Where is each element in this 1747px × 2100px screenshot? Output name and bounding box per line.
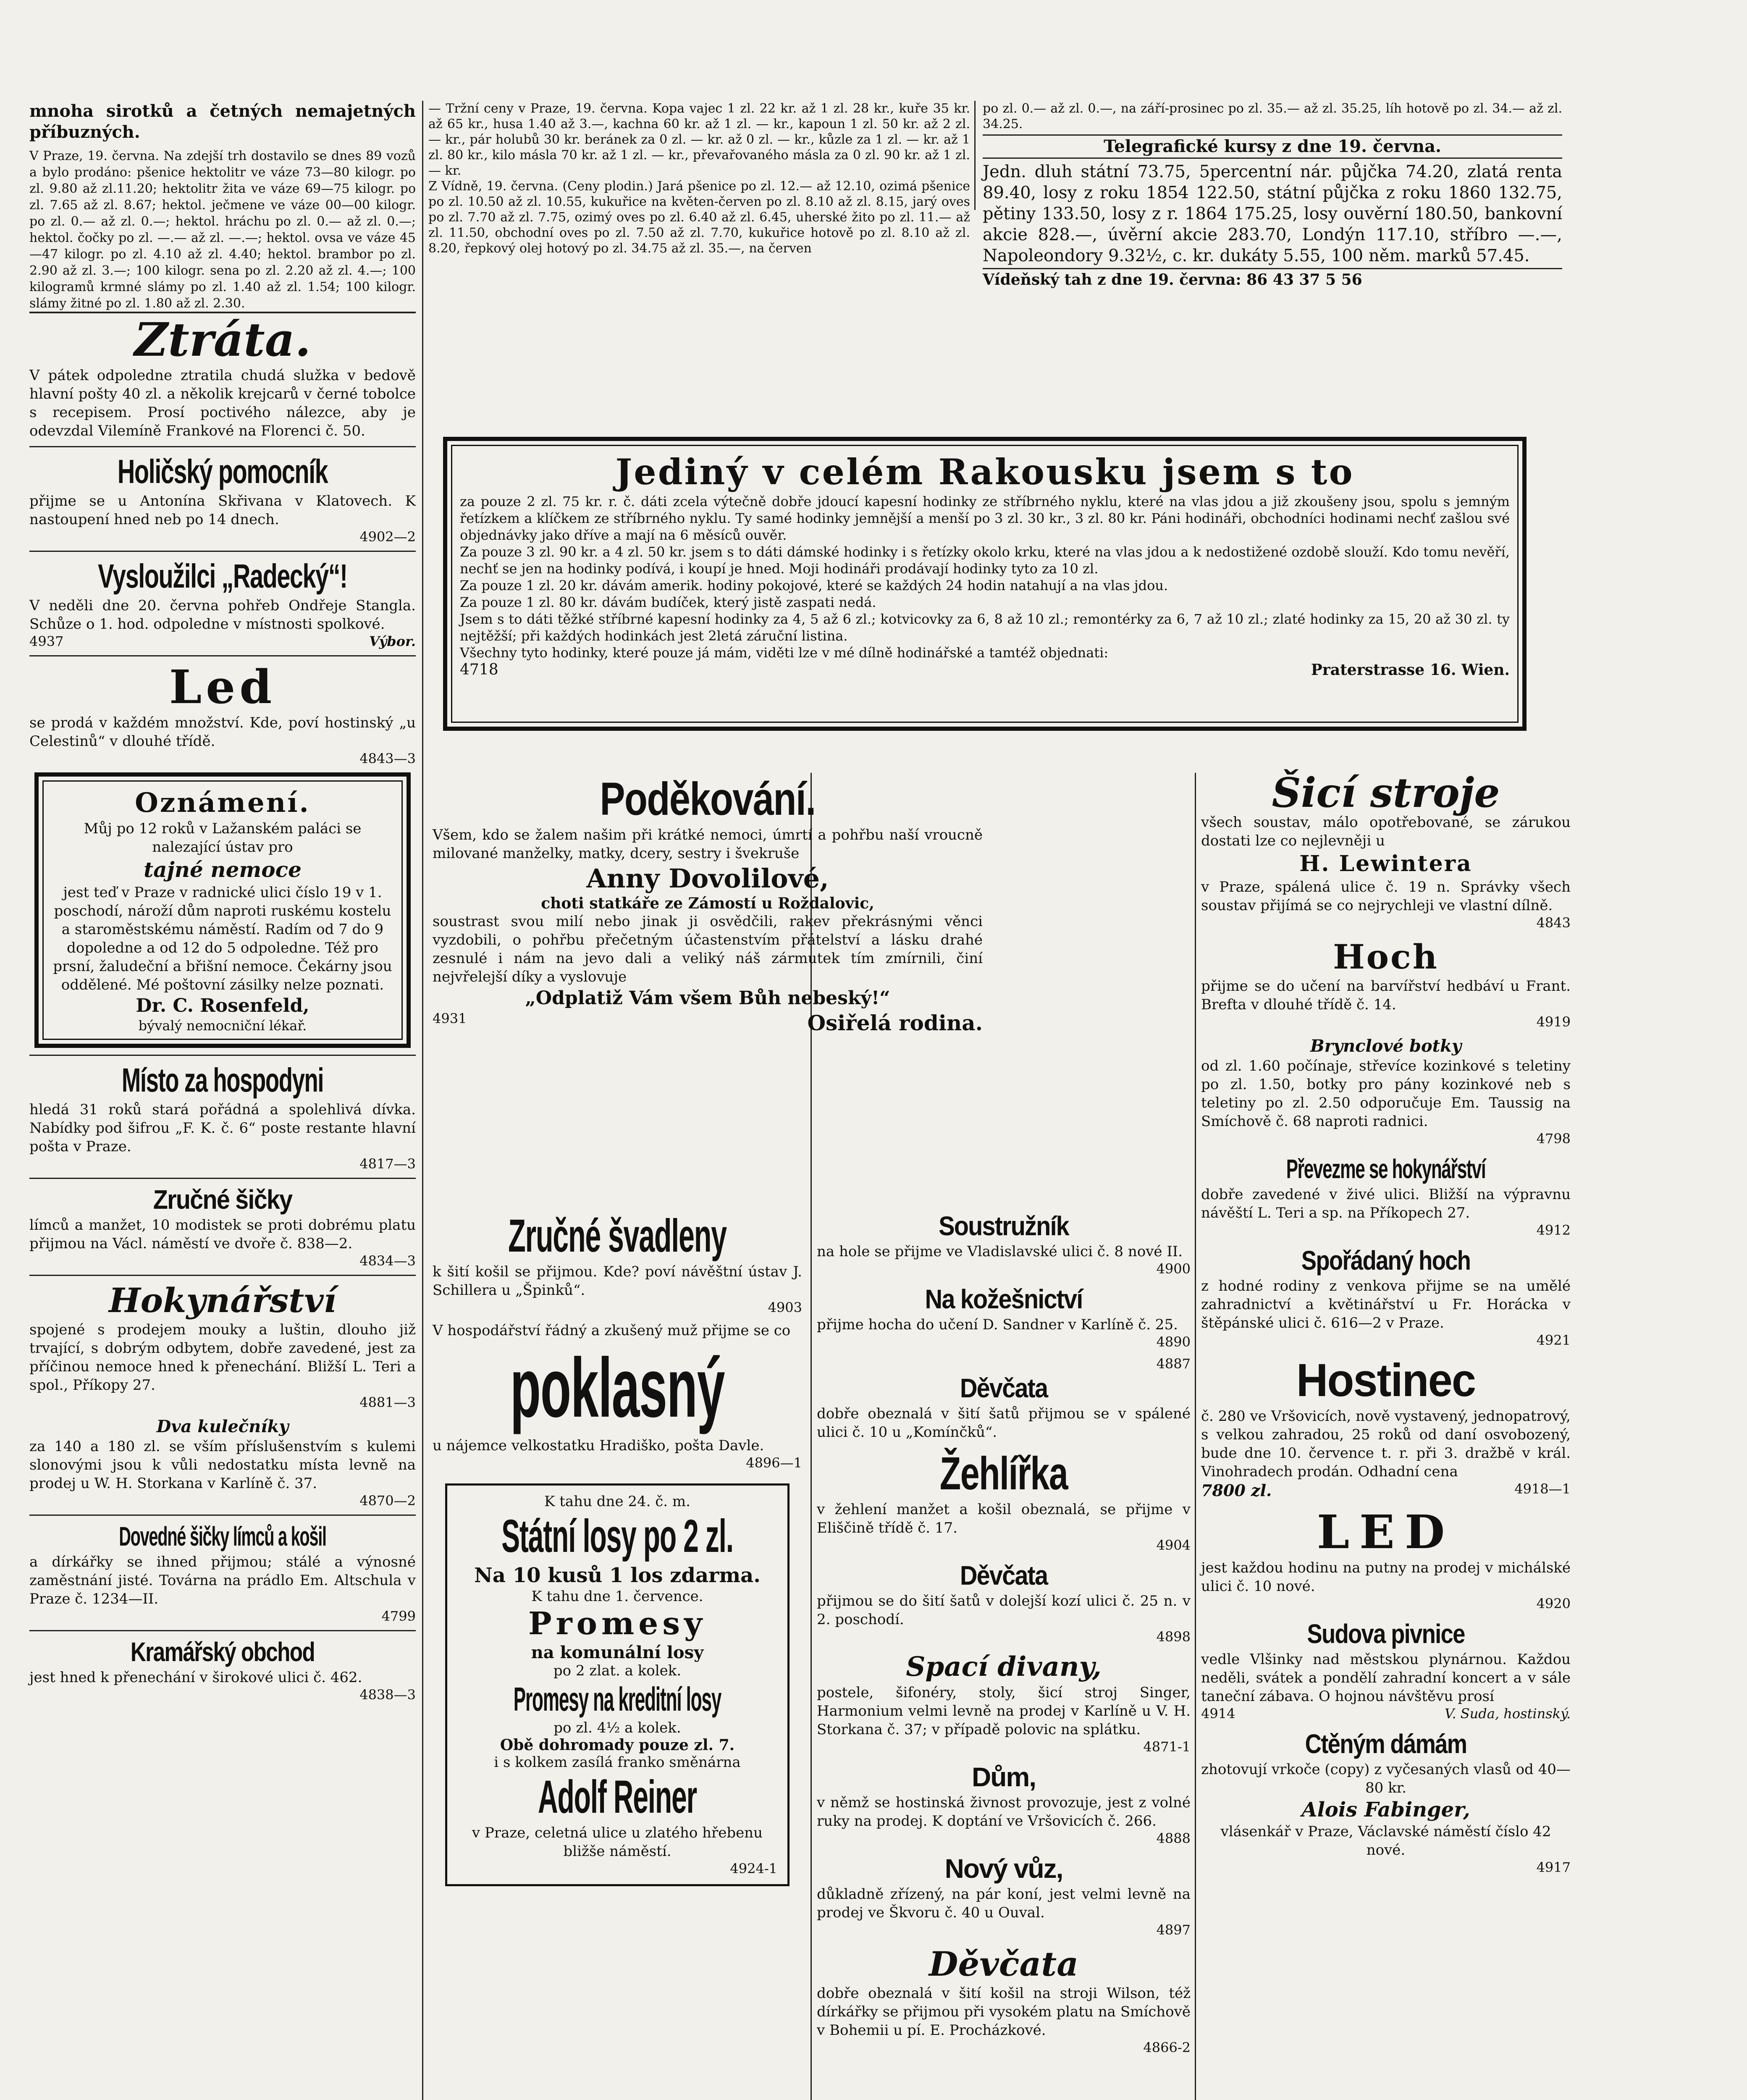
- ad-novy-vuz: [817, 1852, 1191, 1938]
- ad-title: Státní losy po 2 zl.: [501, 1510, 733, 1562]
- ad-number: 4919: [1536, 1014, 1571, 1030]
- ad-dovedne: [29, 1520, 416, 1624]
- ad-number: 4798: [1536, 1131, 1571, 1147]
- ad-title: LED: [1317, 1505, 1455, 1559]
- ad-text: na komunální losy: [531, 1643, 704, 1662]
- ad-misto: [29, 1060, 416, 1172]
- ad-title: Hostinec: [1296, 1354, 1476, 1406]
- ad-text: zhotovují vrkoče (copy) z vyčesaných vlasů od 40—80 kr.: [1201, 1761, 1571, 1796]
- ad-text: č. 280 ve Vršovicích, nově vystavený, jednopatrový, s velkou zahradou, 25 roků od daní osvobozený, bude dne 10. července t. r. při 3. dražbě v král. Vinohradech prodán. Odhadní cena: [1201, 1408, 1571, 1480]
- ad-title: Žehlířka: [939, 1448, 1068, 1499]
- ad-text: a dírkářky se ihned přijmou; stálé a výnosné zaměstnání jisté. Továrna na prádlo Em. Altschula v Praze č. 1234—II.: [29, 1554, 416, 1607]
- ad-text: od zl. 1.60 počínaje, střevíce kozinkové s teletiny po zl. 1.50, botky pro pány kozinkové neb s teletiny po zl. 2.50 odporučuje Em. Taussig na Smíchově č. 68 naproti radnici.: [1201, 1058, 1571, 1130]
- ad-led-2: [1201, 1506, 1571, 1612]
- ad-signature: Dr. C. Rosenfeld,: [136, 995, 310, 1016]
- market-col3-text: po zl. 0.— až zl. 0.—, na září-prosinec po zl. 35.— až zl. 35.25, líh hotově po zl. 34.— až zl. 34.25.: [983, 101, 1562, 131]
- ad-title: Dům,: [972, 1762, 1036, 1792]
- ad-text: v němž se hostinská živnost provozuje, jest z volné ruky na prodej. K doptání ve Vršovicích č. 266.: [817, 1794, 1191, 1830]
- ad-price: 7800 zl.: [1201, 1481, 1272, 1500]
- ad-title: Ctěným dámám: [1305, 1729, 1467, 1759]
- ad-botky: [1201, 1036, 1571, 1147]
- ad-title: Nový vůz,: [944, 1853, 1063, 1884]
- ad-text: po 2 zlat. a kolek.: [553, 1662, 682, 1679]
- ad-title: Oznámení.: [135, 787, 310, 819]
- ad-text: vedle Vlšinky nad městskou plynárnou. Každou neděli, svátek a pondělí zahradní koncert a v sále taneční zábava. O hojnou návštěvu prosí: [1201, 1651, 1571, 1705]
- ad-title: Dovedné šičky límců a košil: [119, 1521, 326, 1551]
- ad-text: po zl. 4½ a kolek.: [553, 1719, 681, 1736]
- ad-text: K tahu dne 1. července.: [531, 1588, 703, 1605]
- ad-subtitle: choti statkáře ze Zámostí u Roždalovic,: [541, 895, 874, 912]
- ad-number: 4898: [1156, 1629, 1191, 1645]
- ad-title: Vysloužilci „Radecký“!: [98, 557, 347, 595]
- ad-hokynarstvi: [29, 1280, 416, 1410]
- ad-text: se prodá v každém množství. Kde, poví hostinský „u Celestinů“ v dlouhé třídě.: [29, 714, 416, 750]
- ad-number: 4914: [1201, 1706, 1235, 1722]
- ad-title: Děvčata: [929, 1944, 1079, 1984]
- ad-number: 4888: [1156, 1830, 1191, 1846]
- market-section: [29, 101, 416, 313]
- ad-text: přijme se do učení na barvířství hedbáví u Frant. Brefta v dlouhé třídě č. 14.: [1201, 978, 1571, 1013]
- ad-number: 4917: [1536, 1859, 1571, 1875]
- ad-title: Spořádaný hoch: [1301, 1245, 1471, 1276]
- ad-number: 4881—3: [359, 1394, 416, 1410]
- ad-number: 4843: [1536, 915, 1571, 931]
- ad-title: Ztráta.: [134, 312, 311, 367]
- column-3: [1201, 769, 1571, 1881]
- ad-title: Šicí stroje: [1272, 769, 1500, 816]
- ad-title: Adolf Reiner: [538, 1771, 697, 1823]
- ad-ctenym-damam: [1201, 1727, 1571, 1875]
- ad-number: 4902—2: [359, 529, 416, 545]
- ad-signature-sub: bývalý nemocniční lékař.: [138, 1018, 307, 1034]
- ad-text: v Praze, spálená ulice č. 19 n. Správky všech soustav přijímá se co nejrychleji ve vlastní dílně.: [1201, 879, 1571, 914]
- ad-text: postele, šifonéry, stoly, šicí stroj Singer, Harmonium velmi levně na prodej v Karlíně u V. H. Storkana č. 37; v případě polovic na splátku.: [817, 1684, 1191, 1738]
- ad-title: Zručné švadleny: [508, 1210, 727, 1262]
- ad-text: spojené s prodejem mouky a luštin, dlouho již trvající, s dobrým odbytem, dobře zavedené, jest za příčinou nemoce hned k přenechání. Bližší L. Teri a spol., Příkopy 27.: [29, 1321, 416, 1394]
- ad-number: 4817—3: [359, 1156, 416, 1172]
- ad-quote: „Odplatiž Vám všem Bůh nebeský!“: [525, 987, 890, 1009]
- ad-hoch: [1201, 937, 1571, 1030]
- market-trzni: — Tržní ceny v Praze, 19. června. Kopa vajec 1 zl. 22 kr. až 1 zl. 28 kr., kuře 35 kr. až 65 kr., husa 1.40 až 3.—, kachna 60 kr. až 1 zl. — kr., kapoun 1 zl. 50 kr. až 2 zl. — kr., pár holubů 30 kr. beránek za 0 zl. — kr. až 0 zl. — kr., kůzle za 1 zl. — kr. až 1 zl. 80 kr., kilo másla 70 kr. až 1 zl. — kr., převařovaného másla za 0 zl. 90 kr. až 1 zl. — kr.: [428, 101, 970, 178]
- ad-text: v žehlení manžet a košil obeznalá, se přijme v Eliščině třídě č. 17.: [817, 1501, 1191, 1536]
- ad-text: Za pouze 3 zl. 90 kr. a 4 zl. 50 kr. jsem s to dáti dámské hodinky i s řetízky okolo krku, které na vlas jdou a k nedostižené ozdobě slouží. Kdo tomu nevěří, nechť se jen na hodinky podívá, i koupí je hned. Moji hodináři prodávají hodinky tyto za 10 zl.: [460, 544, 1510, 577]
- ad-title: Soustružník: [939, 1211, 1069, 1241]
- ad-text: všech soustav, málo opotřebované, se zárukou dostati lze co nejlevněji u: [1201, 814, 1571, 849]
- ad-zehlirka: [817, 1447, 1191, 1553]
- ad-kramarsky: [29, 1635, 416, 1703]
- ad-subtitle: tajné nemoce: [144, 857, 302, 882]
- ad-number: 4718: [460, 661, 498, 678]
- column-rule: [974, 101, 976, 210]
- ad-title: Promesy: [528, 1606, 707, 1642]
- ad-text: Za pouze 1 zl. 20 kr. dávám amerik. hodiny pokojové, které se každých 24 hodin natahují a na vlas jdou.: [460, 578, 1168, 593]
- market-vienna: [428, 101, 970, 256]
- ad-vyslouzilci: [29, 556, 416, 649]
- ad-signature: Osiřelá rodina.: [807, 1011, 983, 1035]
- ad-text: Na 10 kusů 1 los zdarma.: [474, 1564, 761, 1587]
- ad-name: Anny Dovolilové,: [586, 863, 829, 894]
- ad-oznameni: [34, 772, 411, 1048]
- ad-address: Praterstrasse 16. Wien.: [1311, 661, 1510, 679]
- ad-title: Sudova pivnice: [1307, 1619, 1465, 1649]
- ad-signature: V. Suda, hostinský.: [1444, 1706, 1571, 1722]
- ad-text: dobře obeznalá v šití šatů přijmou se v spálené ulici č. 10 u „Komínčků“.: [817, 1405, 1191, 1441]
- ad-text: V hospodářství řádný a zkušený muž přijme se co: [433, 1322, 791, 1339]
- ad-text: jest každou hodinu na putny na prodej v michálské ulici č. 10 nové.: [1201, 1559, 1571, 1595]
- ad-rakousko: [443, 437, 1527, 731]
- ad-text: soustrast svou milí nebo jinak ji osvědčili, rakev překrásnými věnci vyzdobili, o pohřbu přečetným účastenstvím přátelství a lásku drahé zesnulé i nám na jevo dali a veliký náš zármutek tím zmírnili, činí nejvřelejší díky a vyslovuje: [433, 913, 983, 985]
- ad-led: [29, 661, 416, 766]
- ad-number: 4912: [1536, 1222, 1571, 1238]
- ad-hostinec: [1201, 1354, 1571, 1500]
- ad-number: 4887: [1156, 1356, 1191, 1372]
- ad-number: 4921: [1536, 1332, 1571, 1348]
- ad-number: 4931: [433, 1011, 467, 1026]
- ad-title: Promesy na kreditní losy: [513, 1680, 721, 1718]
- ad-spaci-divany: [817, 1651, 1191, 1755]
- ad-text: V pátek odpoledne ztratila chudá služka v bedově hlavní pošty 40 zl. a několik krejcarů v černé tobolce s recepisem. Prosí poctivého nálezce, aby je odevzdal Vilemíně Frankové na Florenci č. 50.: [29, 367, 416, 439]
- ad-name: H. Lewintera: [1299, 851, 1472, 877]
- ad-prevezme: [1201, 1152, 1571, 1238]
- ad-text: důkladně zřízený, na pár koní, jest velmi levně na prodej ve Škvoru č. 40 u Ouval.: [817, 1886, 1191, 1921]
- ad-number: 4870—2: [359, 1493, 416, 1509]
- ad-title: Poděkování.: [600, 773, 816, 825]
- ad-text: v Praze, celetná ulice u zlatého hřebenu bližše náměstí.: [472, 1824, 763, 1860]
- ad-podekovani: [433, 773, 983, 1035]
- ad-number: 4799: [381, 1608, 416, 1624]
- ad-text: z hodné rodiny z venkova přijme se na umělé zahradnictví a květinářství u Fr. Horácka v štěpánské ulici č. 616—2 v Praze.: [1201, 1278, 1571, 1331]
- ad-number: 4871-1: [1143, 1739, 1191, 1755]
- ad-title: Led: [169, 660, 276, 714]
- ad-title: Na kožešnictví: [925, 1284, 1083, 1314]
- ad-sporadany-hoch: [1201, 1244, 1571, 1348]
- ad-ztrata: [29, 313, 416, 440]
- ad-number: 4866-2: [1143, 2040, 1191, 2055]
- ad-number: 4918—1: [1514, 1481, 1571, 1497]
- ad-text: jest teď v Praze v radnické ulici číslo 19 v 1. poschodí, nároží dům naproti ruskému kostelu a staroměstskému náměstí. Radím od 7 do 9 dopoledne a od 12 do 5 odpoledne. Též pro prsní, žaludeční a břišní nemoce. Čekárny jsou oddělené. Mé poštovní zásilky nelze poznati.: [53, 884, 392, 993]
- ad-text: u nájemce velkostatku Hradiško, pošta Davle.: [433, 1437, 764, 1454]
- ad-text: hledá 31 roků stará pořádná a spolehlivá dívka. Nabídky pod šifrou „F. K. č. 6“ poste restante hlavní pošta v Praze.: [29, 1101, 416, 1155]
- ad-title: Hokynářství: [109, 1281, 336, 1320]
- ad-devcata-1: [817, 1356, 1191, 1441]
- column-rule: [422, 101, 423, 2100]
- ad-svadleny: [433, 1210, 802, 1315]
- ad-title: Jediný v celém Rakousku jsem s to: [615, 451, 1354, 493]
- ad-text: za pouze 2 zl. 75 kr. r. č. dáti zcela výtečně dobře jdoucí kapesní hodinky ze stříbrného nyklu, které na vlas jdou a již zkoušeny jsou, spolu s jemným řetízkem a klíčkem ze stříbrného nyklu. Ty samé hodinky jemnější a menší po 3 zl. 30 kr., 3 zl. 80 kr. Páni hodináři, obchodníci hodinami nechť zašlou své objednávky jako dříve a mají na 6 měsíců ouvěr.: [460, 494, 1510, 543]
- ad-title: Holičský pomocník: [117, 453, 328, 490]
- ad-title: Převezme se hokynářství: [1286, 1154, 1486, 1184]
- ad-text: Za pouze 1 zl. 80 kr. dávám budíček, který jistě zaspati nedá.: [460, 594, 876, 610]
- newspaper-page: [29, 101, 1579, 2100]
- vienna-draw: Vídeňský tah z dne 19. června: 86 43 37 5 56: [983, 268, 1562, 290]
- column-2-right: [817, 1210, 1191, 2061]
- ad-title: Místo za hospodyni: [121, 1061, 324, 1099]
- ad-number: 4838—3: [359, 1687, 416, 1703]
- ad-title: poklasný: [510, 1341, 725, 1435]
- ad-text: za 140 a 180 zl. se vším příslušenstvím s kulemi slonovými jsou k vůli nedostatku místa levně na prodej u W. H. Storkana v Karlíně č. 37.: [29, 1438, 416, 1492]
- column-2-left: [433, 1210, 802, 1886]
- top-paragraph: mnoha sirotků a četných nemajetných příbuzných.: [29, 101, 416, 142]
- ad-number: 4904: [1156, 1537, 1191, 1553]
- ad-title: Kramářský obchod: [130, 1637, 315, 1667]
- ad-soustruznik: [817, 1210, 1191, 1277]
- ad-devcata-2: [817, 1559, 1191, 1645]
- ad-dum: [817, 1761, 1191, 1846]
- ad-text: V neděli dne 20. června pohřeb Ondřeje Stangla. Schůze o 1. hod. odpoledne v místnosti spolkové.: [29, 597, 416, 633]
- ad-text: k šití košil se přijmou. Kde? poví návěštní ústav J. Schillera u „Špinků“.: [433, 1263, 802, 1299]
- ad-text: dobře obeznalá v šití košil na stroji Wilson, též dírkářky se přijmou při vysokém platu na Smíchově v Bohemii u pí. E. Procházkové.: [817, 1985, 1191, 2039]
- ad-number: 4920: [1536, 1596, 1571, 1612]
- ad-text: přijmou se do šití šatů v dolejší kozí ulici č. 25 n. v 2. poschodí.: [817, 1593, 1191, 1628]
- ad-text: vlásenkář v Praze, Václavské náměstí číslo 42 nové.: [1220, 1823, 1551, 1858]
- telegraph-title: Telegrafické kursy z dne 19. června.: [983, 134, 1562, 159]
- ad-text: jest hned k přenechání v širokové ulici č. 462.: [29, 1669, 362, 1686]
- ad-title: Brynclové botky: [1310, 1036, 1462, 1056]
- ad-number: 4937: [29, 633, 64, 649]
- ad-poklasny: [433, 1321, 802, 1471]
- ad-text: na hole se přijme ve Vladislavské ulici č. 8 nové II.: [817, 1243, 1183, 1260]
- ad-number: 4896—1: [746, 1455, 802, 1471]
- column-1: [29, 101, 416, 1709]
- ad-sudova-pivnice: [1201, 1617, 1571, 1722]
- ad-title: Děvčata: [960, 1560, 1048, 1591]
- ad-devcata-3: [817, 1944, 1191, 2055]
- market-col3: [983, 101, 1562, 353]
- ad-title: Dva kulečníky: [156, 1417, 289, 1436]
- ad-text: Obě dohromady pouze zl. 7.: [500, 1736, 735, 1754]
- ad-sici-stroje: [1201, 769, 1571, 931]
- market-vienna-text: Z Vídně, 19. června. (Ceny plodin.) Jará pšenice po zl. 12.— až 12.10, ozimá pšenice po zl. 10.50 až zl. 10.55, kukuřice na květen-červen po zl. 8.10 až zl. 8.15, jarý oves po zl. 7.70 až zl. 7.75, ozimý oves po zl. 6.40 až zl. 6.45, uherské žito po zl. 11.— až zl. 11.50, obchodní oves po zl. 7.50 až zl. 7.70, kukuřice hotově po zl. 8.10 až zl. 8.20, řepkový olej hotový po zl. 34.75 až zl. 35.—, na červen: [428, 179, 970, 256]
- ad-text: K tahu dne 24. č. m.: [544, 1493, 690, 1510]
- ad-number: 4903: [768, 1299, 802, 1315]
- ad-name: Alois Fabinger,: [1301, 1798, 1470, 1822]
- ad-text: i s kolkem zasílá franko směnárna: [494, 1754, 741, 1771]
- ad-title: Děvčata: [960, 1373, 1048, 1403]
- ad-text: Můj po 12 roků v Lažanském paláci se nalezající ústav pro: [84, 820, 362, 856]
- ad-number: 4924-1: [730, 1861, 777, 1877]
- market-prague: V Praze, 19. června. Na zdejší trh dostavilo se dnes 89 vozů a bylo prodáno: pšenice hektolitr ve váze 73—80 kilogr. po zl. 9.80 až zl.11.20; hektolitr žita ve váze 69—75 kilogr. po zl. 7.65 až zl. 8.67; hektol. ječmene ve váze 00—00 kilogr. po zl. 0.— až zl. 0.—; hektol. hráchu po zl. 0.— až zl. 0.—; hektol. čočky po zl. —.— až zl. —.—; hektol. ovsa ve váze 45—47 kilogr. po zl. 4.10 až zl. 4.40; hektol. brambor po zl. 2.90 až zl. 3.—; 100 kilogr. sena po zl. 2.20 až zl. 4.—; 100 kilogramů krmné slámy po zl. 1.40 až zl. 1.54; 100 kilogr. slámy žitné po zl. 1.80 až zl. 2.30.: [29, 149, 416, 311]
- ad-number: 4900: [1156, 1261, 1191, 1277]
- ad-number: 4834—3: [359, 1253, 416, 1269]
- ad-text: Všem, kdo se žalem našim při krátké nemoci, úmrtí a pohřbu naší vroucně milované manželky, matky, dcery, sestry i švekruše: [433, 827, 983, 862]
- ad-sicky: [29, 1183, 416, 1269]
- ad-text: Všechny tyto hodinky, které pouze já mám, viděti lze v mé dílně hodinářské a tamtéž objednati:: [460, 645, 1109, 661]
- ad-text: límců a manžet, 10 modistek se proti dobrému platu přijmou na Václ. náměstí ve dvoře č. 838—2.: [29, 1217, 416, 1252]
- ad-kulecniky: [29, 1416, 416, 1509]
- telegraph-text: Jedn. dluh státní 73.75, 5percentní nár. půjčka 74.20, zlatá renta 89.40, losy z roku 1854 122.50, státní půjčka z roku 1860 132.75, pětiny 133.50, losy z r. 1864 175.25, losy ouvěrní 180.50, bankovní akcie 828.—, úvěrní akcie 283.70, Londýn 117.10, stříbro —.—, Napoleondory 9.32½, c. kr. dukáty 5.55, 100 něm. marků 57.45.: [983, 162, 1562, 265]
- ad-text: Jsem s to dáti těžké stříbrné kapesní hodinky za 4, 5 až 6 zl.; kotvicovky za 6, 8 až 10 zl.; remontérky za 6, 7 až 10 zl.; zlaté hodinky za 15, 20 až 30 zl. ty nejtěžší; při každých hodinkách jest 2letá záruční listina.: [460, 611, 1510, 644]
- ad-title: Hoch: [1333, 937, 1439, 976]
- ad-number: 4890: [1156, 1334, 1191, 1350]
- ad-number: 4897: [1156, 1922, 1191, 1938]
- ad-signature: Výbor.: [369, 633, 416, 649]
- ad-holic: [29, 452, 416, 545]
- ad-losy: [445, 1483, 790, 1886]
- column-rule: [1195, 773, 1196, 2100]
- ad-title: Spací divany,: [906, 1651, 1102, 1683]
- ad-number: 4843—3: [359, 751, 416, 766]
- ad-text: dobře zavedené v živé ulici. Bližší na výpravnu návěští L. Teri a sp. na Příkopech 27.: [1201, 1186, 1571, 1221]
- ad-kozesnictvi: [817, 1283, 1191, 1350]
- ad-title: Zručné šičky: [153, 1184, 292, 1215]
- ad-text: přijme hocha do učení D. Sandner v Karlíně č. 25.: [817, 1316, 1178, 1333]
- ad-text: přijme se u Antonína Skřivana v Klatovech. K nastoupení hned neb po 14 dnech.: [29, 493, 416, 528]
